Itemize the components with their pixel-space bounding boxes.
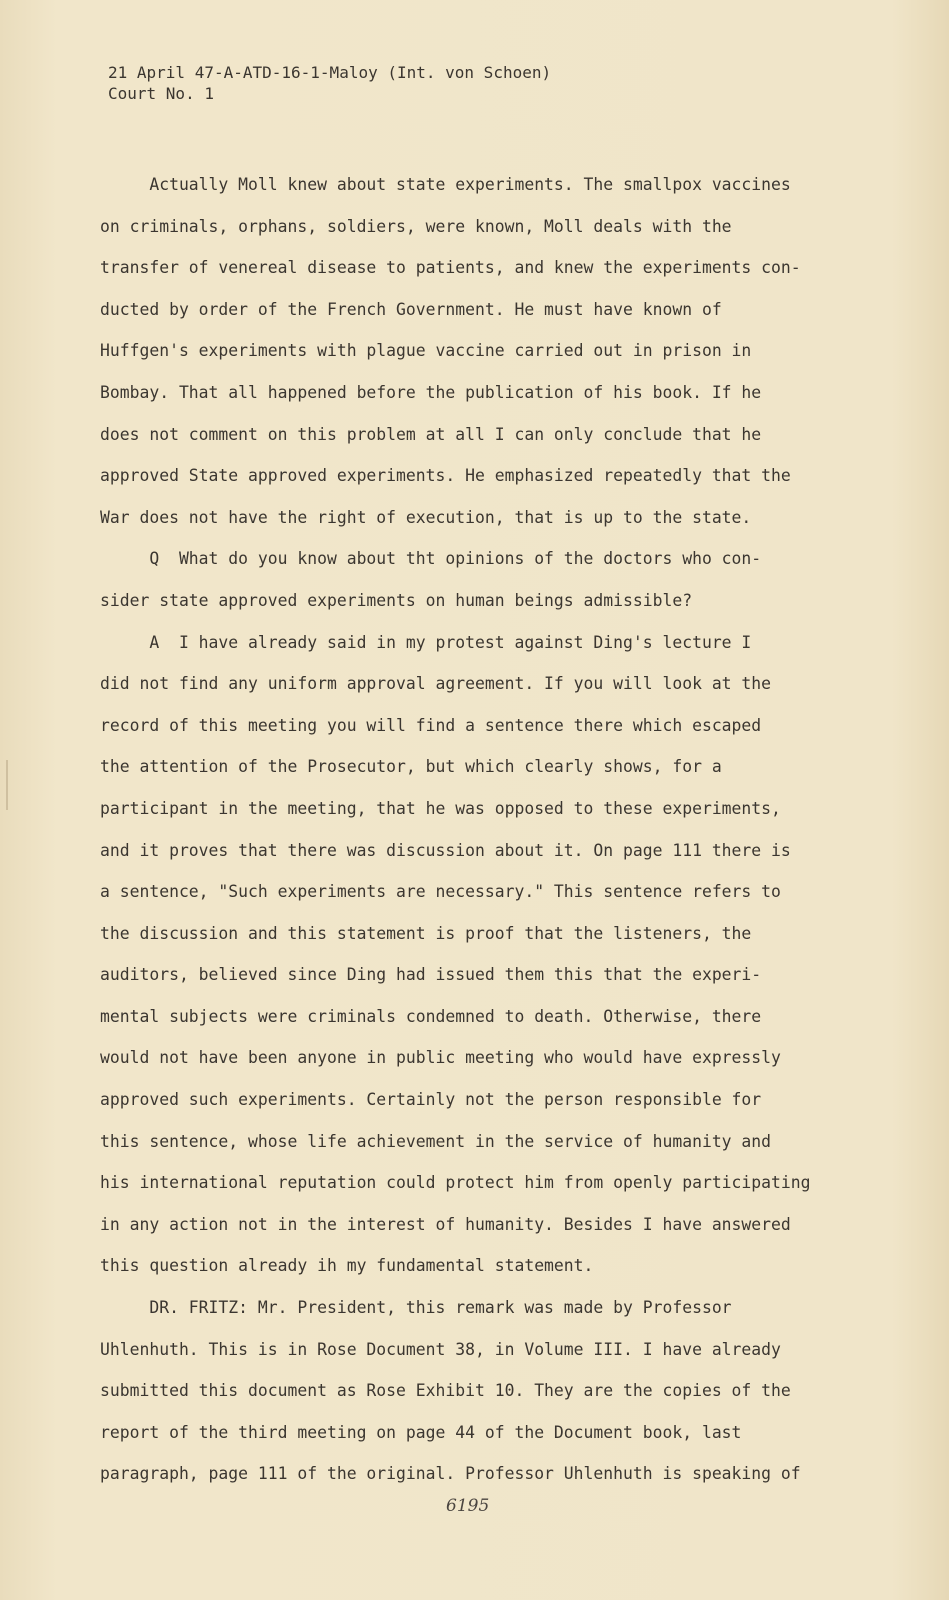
- text-line: approved such experiments. Certainly not the person responsible for: [100, 1090, 762, 1110]
- header-line-2: Court No. 1: [108, 84, 214, 103]
- text-line: auditors, believed since Ding had issued them this that the experi-: [100, 965, 762, 985]
- text-line: A I have already said in my protest against Ding's lecture I: [100, 632, 752, 652]
- text-line: and it proves that there was discussion about it. On page 111 there is: [100, 840, 791, 860]
- text-line: Actually Moll knew about state experiments. The smallpox vaccines: [100, 175, 791, 194]
- text-line: record of this meeting you will find a sentence there which escaped: [100, 715, 762, 735]
- text-line: his international reputation could protect him from openly participating: [100, 1173, 811, 1193]
- page-number: 6195: [446, 1496, 490, 1516]
- text-line: Uhlenhuth. This is in Rose Document 38, in Volume III. I have already: [100, 1339, 781, 1359]
- text-line: on criminals, orphans, soldiers, were known, Moll deals with the: [100, 216, 732, 236]
- text-line: DR. FRITZ: Mr. President, this remark was made by Professor: [100, 1298, 732, 1318]
- text-line: would not have been anyone in public meeting who would have expressly: [100, 1048, 781, 1068]
- text-line: Bombay. That all happened before the publication of his book. If he: [100, 382, 762, 402]
- text-line: mental subjects were criminals condemned to death. Otherwise, there: [100, 1006, 762, 1026]
- text-line: submitted this document as Rose Exhibit 10. They are the copies of the: [100, 1381, 791, 1401]
- text-line: approved State approved experiments. He emphasized repeatedly that the: [100, 466, 791, 486]
- paper-fold-mark: [6, 760, 8, 810]
- text-line: report of the third meeting on page 44 of the Document book, last: [100, 1422, 742, 1442]
- text-line: this question already ih my fundamental statement.: [100, 1256, 594, 1276]
- text-line: does not comment on this problem at all I can only conclude that he: [100, 424, 762, 444]
- text-line: did not find any uniform approval agreement. If you will look at the: [100, 674, 772, 694]
- text-line: Q What do you know about tht opinions of the doctors who con-: [100, 549, 762, 569]
- text-line: in any action not in the interest of humanity. Besides I have answered: [100, 1214, 791, 1234]
- text-line: this sentence, whose life achievement in the service of humanity and: [100, 1131, 772, 1151]
- text-line: paragraph, page 111 of the original. Professor Uhlenhuth is speaking of: [100, 1464, 801, 1484]
- document-header: [108, 62, 551, 104]
- header-line-1: 21 April 47-A-ATD-16-1-Maloy (Int. von Schoen): [108, 63, 552, 82]
- text-line: Huffgen's experiments with plague vaccine carried out in prison in: [100, 341, 752, 361]
- text-line: transfer of venereal disease to patients, and knew the experiments con-: [100, 258, 801, 278]
- text-line: ducted by order of the French Government. He must have known of: [100, 299, 722, 319]
- transcript-body: [100, 164, 830, 1495]
- text-line: a sentence, "Such experiments are necessary." This sentence refers to: [100, 882, 781, 902]
- text-line: the attention of the Prosecutor, but which clearly shows, for a: [100, 757, 722, 777]
- text-line: the discussion and this statement is proof that the listeners, the: [100, 923, 752, 943]
- text-line: War does not have the right of execution, that is up to the state.: [100, 507, 752, 527]
- text-line: participant in the meeting, that he was opposed to these experiments,: [100, 798, 781, 818]
- text-line: sider state approved experiments on human beings admissible?: [100, 590, 693, 610]
